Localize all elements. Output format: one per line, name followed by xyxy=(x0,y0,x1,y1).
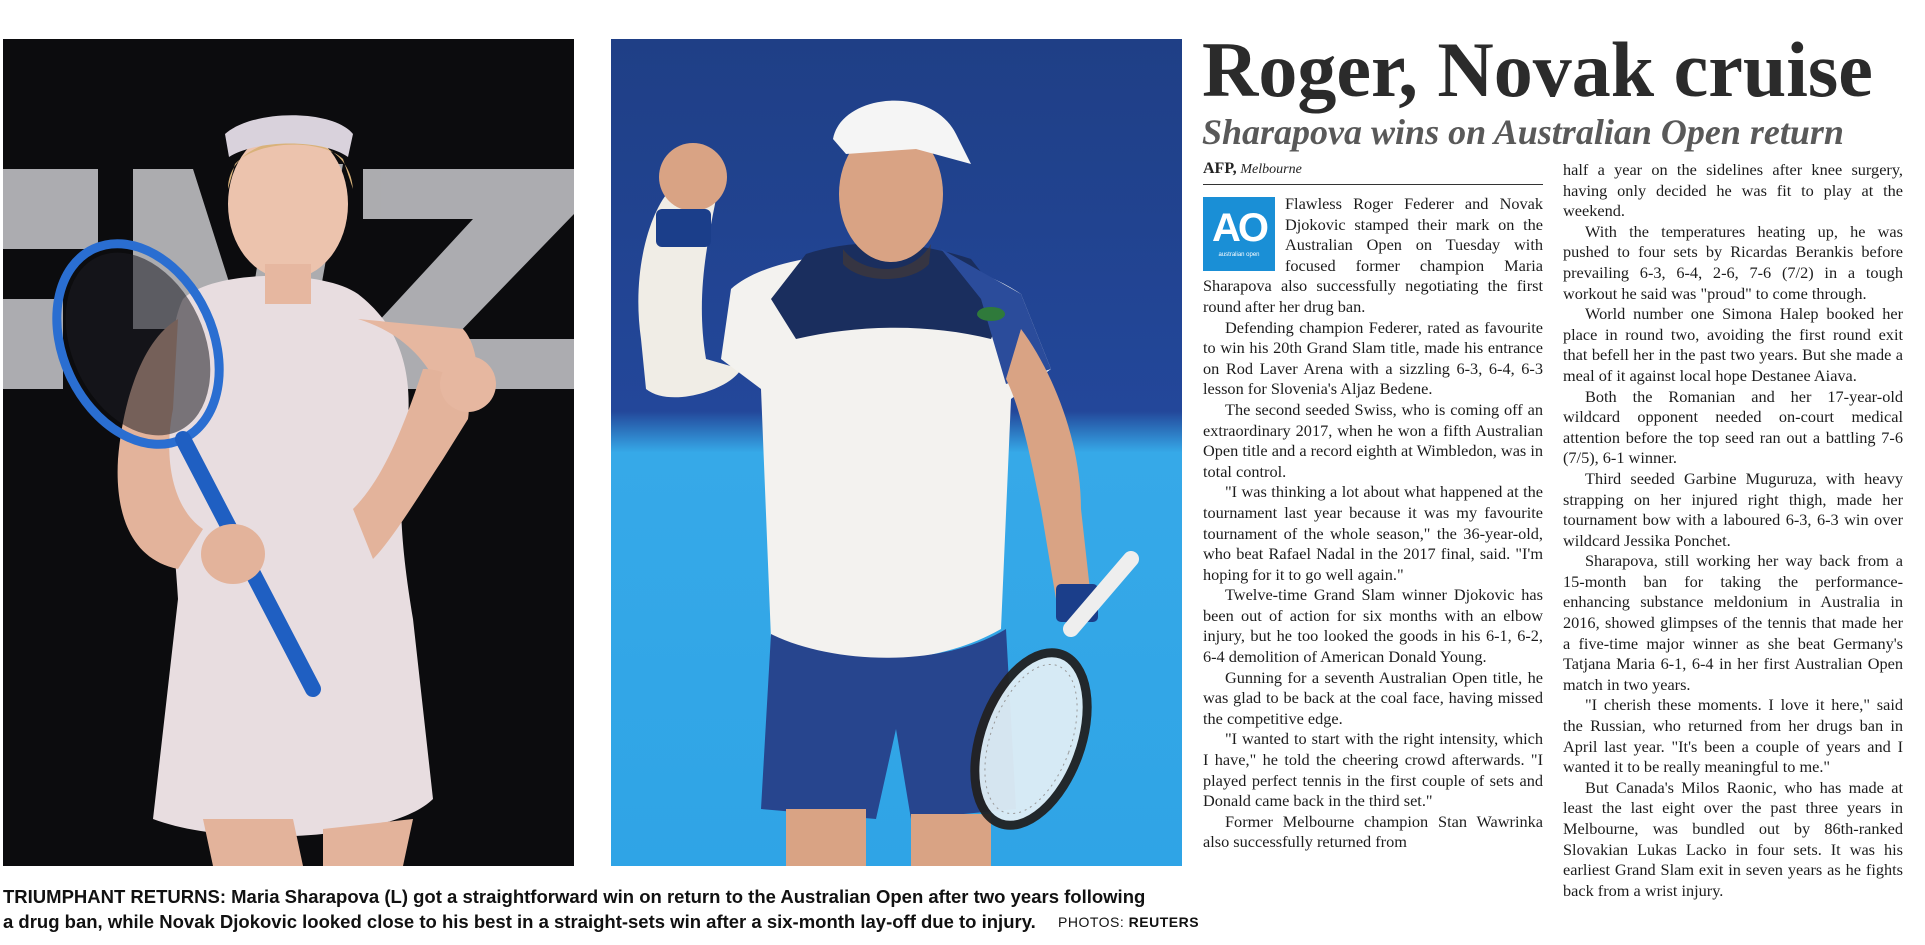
paragraph: Flawless Roger Federer and Novak Djokovic stamped their mark on the Australian Open on Tuesday with focused former champion Maria Sharapova also successfully negotiating the first round after her drug ban. xyxy=(1203,194,1543,316)
article-column-1 xyxy=(1203,194,1543,942)
photo-credit-source: REUTERS xyxy=(1128,914,1200,930)
paragraph: World number one Simona Halep booked her place in round two, avoiding the first round exit that befell her in the past two years. But she made a meal of it against local hope Destanee Aiava. xyxy=(1563,304,1903,385)
paragraph: Defending champion Federer, rated as favourite to win his 20th Grand Slam title, made his entrance on Rod Laver Arena with a sizzling 6-3, 6-4, 6-3 lesson for Slovenia's Aljaz Bedene. xyxy=(1203,317,1543,399)
logo-letters: AO xyxy=(1212,206,1266,250)
paragraph: But Canada's Milos Raonic, who has made at least the last eight over the past three years in Melbourne, was bundled out by 86th-ranked Slovakian Lukas Lacko in four sets. It was his earliest Grand Slam exit in seven years as he fights back from a wrist injury. xyxy=(1563,777,1903,900)
paragraph: "I cherish these moments. I love it here," said the Russian, who returned from her drugs ban in April last year. "It's been a couple of years and I wanted it to be really meaningful to me." xyxy=(1563,695,1903,777)
paragraph: With the temperatures heating up, he was pushed to four sets by Ricardas Berankis before prevailing 6-3, 6-4, 2-6, 7-6 (7/2) in a tough workout he said was "proud" to come through. xyxy=(1563,221,1903,303)
article-column-2 xyxy=(1563,160,1903,942)
sharapova-photo-image xyxy=(3,39,574,866)
australian-open-logo-icon xyxy=(1203,197,1275,271)
paragraph: Both the Romanian and her 17-year-old wildcard opponent needed on-court medical attention before the top seed ran out a battling 7-6 (7/5), 6-1 winner. xyxy=(1563,386,1903,468)
paragraph: half a year on the sidelines after knee surgery, having only decided he was fit to play at the weekend. xyxy=(1563,160,1903,221)
headline: Roger, Novak cruise xyxy=(1202,26,1873,113)
paragraph: "I was thinking a lot about what happened at the tournament last year because it was my favourite tournament of the whole season," the 36-year-old, who beat Rafael Nadal in the 2017 final, said. "I'm hoping for it to go well again." xyxy=(1203,482,1543,584)
photo-credit-prefix: PHOTOS: xyxy=(1058,914,1125,930)
paragraph: Former Melbourne champion Stan Wawrinka also successfully returned from xyxy=(1203,811,1543,852)
paragraph: The second seeded Swiss, who is coming off an extraordinary 2017, when he won a fifth Australian Open title and a record eighth at Wimbledon, was in total control. xyxy=(1203,399,1543,481)
logo-subtext: australian open xyxy=(1218,252,1260,258)
paragraph: Twelve-time Grand Slam winner Djokovic has been out of action for six months with an elbow injury, but he too looked the goods in his 6-1, 6-2, 6-4 demolition of American Donald Young. xyxy=(1203,585,1543,667)
byline-place: Melbourne xyxy=(1240,162,1302,177)
paragraph: Third seeded Garbine Muguruza, with heavy strapping on her injured right thigh, made her tournament bow with a laboured 6-3, 6-3 win over wildcard Jessika Ponchet. xyxy=(1563,468,1903,550)
photo-caption: TRIUMPHANT RETURNS: Maria Sharapova (L) got a straightforward win on return to the Australian Open after two years following a drug ban, while Novak Djokovic looked close to his best in a straight-sets win after a six-month lay-off due to injury. xyxy=(3,886,1146,932)
sharapova-photo xyxy=(3,39,574,866)
byline xyxy=(1203,158,1543,181)
djokovic-photo-image xyxy=(611,39,1182,866)
byline-divider xyxy=(1203,184,1543,185)
paragraph: Sharapova, still working her way back from a 15-month ban for taking the performance-enhancing substance meldonium in Australia in 2016, showed glimpses of the tennis that made her a five-time major winner as she beat Germany's Tatjana Maria 6-1, 6-4 in her first Australian Open match in two years. xyxy=(1563,551,1903,694)
byline-agency: AFP, xyxy=(1203,160,1237,177)
paragraph: Gunning for a seventh Australian Open title, he was glad to be back at the coal face, having missed the competitive edge. xyxy=(1203,667,1543,728)
djokovic-photo xyxy=(611,39,1182,866)
subheadline: Sharapova wins on Australian Open return xyxy=(1202,112,1844,152)
photo-credit xyxy=(1058,914,1200,930)
paragraph: "I wanted to start with the right intensity, which I have," he told the cheering crowd afterwards. "I played perfect tennis in the first couple of sets and Donald came back in the third set." xyxy=(1203,729,1543,811)
